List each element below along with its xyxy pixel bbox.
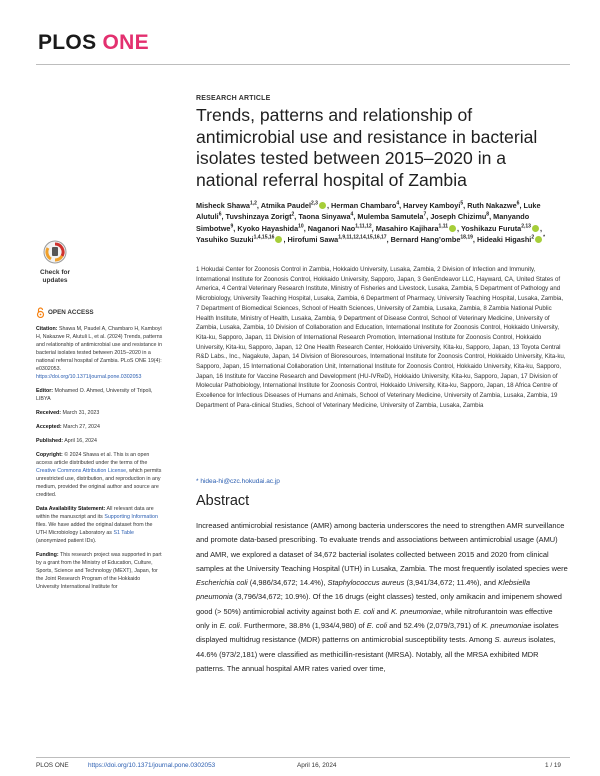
- author-name: Joseph Chizimu: [430, 212, 487, 222]
- data-availability-text-1: All relevant data are within the manuscript and its: [36, 506, 154, 520]
- abstract-text: and: [374, 606, 391, 616]
- published: [36, 437, 164, 445]
- corresponding-marker: *: [543, 234, 546, 241]
- page-number: 1 / 19: [545, 762, 561, 769]
- editor-text: Mohamed O. Ahmed, University of Tripoli, LIBYA: [36, 388, 153, 402]
- author-name: Manyando Simbotwe: [196, 212, 530, 233]
- accepted: [36, 423, 164, 431]
- author[interactable]: [226, 212, 295, 221]
- author[interactable]: [298, 212, 353, 221]
- author-name: Herman Chambaro: [331, 201, 397, 210]
- funding-text: This research project was supported in part by a grant from the Ministry of Education, Culture, Sports, Science and Technology (MEXT), Japan, for the Joint Research Program of the Hokkaido University International Institute for: [36, 552, 162, 590]
- abstract-text: . Furthermore, 38.8% (1,934/4,980) of: [239, 621, 367, 631]
- abstract-text: isolates, 44.6% (973/2,181) were classified as methicillin-resistant (MRSA). Notably, all the MRSA exhibited MDR patterns. The annual hospital AMR rates varied over time,: [196, 635, 556, 673]
- author-list: Misheck Shawa$^{1,2}$, Atmika Paudel$^{2,3}$ , Herman Chambaro$^4$, Harvey Kamboyi$^5$, Ruth Nakazwe$^6$, Luke Alutuli$^6$, Tuvshinzaya Zorigt$^2$, Taona Sinyawa$^4$, Mulemba Samutela$^7$, Joseph Chizimu$^8$, Manyando Simbotwe$^9$, Kyoko Hayashida$^{10}$, Naganori Nao$^{1,11,12}$, Masahiro Kajihara$^{1,11}$ , Yoshikazu Furuta$^{2,13}$ , Yasuhiko Suzuki$^{1,4,15,16}$ , Hirofumi Sawa$^{1,9,11,12,14,15,16,17}$, Bernard Hang’ombe$^{18,19}$, Hideaki Higashi$^2$ *: [196, 200, 546, 244]
- funding: [36, 551, 164, 591]
- abstract-text: (3,941/34,672; 11.4%), and: [404, 578, 499, 588]
- author[interactable]: [196, 235, 283, 244]
- footer-divider: [36, 757, 570, 758]
- author-name: Yasuhiko Suzuki: [196, 234, 254, 244]
- author-name: Misheck Shawa: [196, 201, 250, 210]
- open-access-lock-icon: [36, 307, 45, 318]
- data-availability-text-3: (anonymized patient IDs).: [36, 538, 97, 544]
- citation-label: Citation:: [36, 326, 58, 332]
- orcid-icon[interactable]: [449, 225, 456, 232]
- copyright-text-1: © 2024 Shawa et al. This is an open access article distributed under the terms of the: [36, 452, 150, 466]
- published-date: April 16, 2024: [63, 438, 97, 444]
- species-name: Staphylococcus aureus: [327, 578, 405, 588]
- accepted-date: March 27, 2024: [61, 424, 100, 430]
- check-updates-line2: updates: [42, 277, 68, 284]
- author-affiliation-marker: 4: [396, 200, 400, 207]
- author-affiliation-marker: 7: [423, 211, 427, 218]
- abstract-text: isolates displayed multidrug resistance (MDR) patterns on antimicrobial susceptibility tests. Among: [196, 621, 559, 645]
- author-affiliation-marker: 1,11,12: [355, 223, 372, 230]
- author-name: Kyoko Hayashida: [237, 223, 299, 233]
- species-name: Escherichia coli: [196, 578, 248, 588]
- author-affiliation-marker: 2,13: [521, 223, 531, 230]
- check-updates-line1: Check for: [40, 269, 70, 276]
- author-affiliation-marker: 1,9,11,12,14,15,16,17: [338, 234, 387, 241]
- author-affiliation-marker: 6: [218, 211, 222, 218]
- abstract-text: (3,796/34,672; 10.9%). Of the 16 drugs (eight classes) tested, only amikacin and imipenem showed good (> 50%) antimicrobial activity against both: [196, 592, 562, 616]
- editor-label: Editor:: [36, 388, 54, 394]
- logo-plos: PLOS: [38, 31, 97, 54]
- abstract-text: Increased antimicrobial resistance (AMR) among bacteria underscores the need to strengthen AMR surveillance and promote data-based prescribing. To evaluate trends and associations between antimicrobial usage (AMU) and AMR, we explored a dataset of 34,672 bacterial isolates collected between 2015 and 2020 from clinical samples at the University Teaching Hospital (UTH) in Lusaka, Zambia. The most frequently isolated species were: [196, 521, 568, 573]
- author[interactable]: [308, 224, 372, 233]
- abstract-heading: Abstract: [196, 493, 250, 509]
- citation-text: Shawa M, Paudel A, Chambaro H, Kamboyi H, Nakazwe R, Alutuli L, et al. (2024) Trends, patterns and relationship of antimicrobial use and resistance in bacterial isolates tested between 2015–2020 in a national referral hospital of Zambia. PLoS ONE 19(4): e0302053.: [36, 326, 163, 372]
- funding-label: Funding:: [36, 552, 59, 558]
- data-availability-label: Data Availability Statement:: [36, 506, 106, 512]
- received-label: Received:: [36, 410, 62, 416]
- data-availability: [36, 505, 164, 545]
- author[interactable]: [288, 235, 387, 244]
- copyright-text-2: , which permits unrestricted use, distribution, and reproduction in any medium, provided the original author and source are credited.: [36, 468, 162, 498]
- journal-logo: [38, 31, 149, 55]
- footer-doi-link[interactable]: https://doi.org/10.1371/journal.pone.0302053: [88, 762, 216, 769]
- orcid-icon[interactable]: [275, 236, 282, 243]
- article-title: Trends, patterns and relationship of antimicrobial use and resistance in bacterial isolates tested between 2015–2020 in a national referral hospital of Zambia: [196, 105, 538, 190]
- s1-table-link[interactable]: S1 Table: [113, 530, 134, 536]
- accepted-label: Accepted:: [36, 424, 62, 430]
- header-divider: [36, 64, 570, 65]
- author[interactable]: [430, 212, 489, 221]
- author-name: Naganori Nao: [307, 223, 356, 233]
- author[interactable]: [376, 224, 457, 233]
- copyright-label: Copyright:: [36, 452, 63, 458]
- author-name: Yoshikazu Furuta: [460, 223, 522, 233]
- author[interactable]: [391, 235, 473, 244]
- author-name: Harvey Kamboyi: [403, 201, 461, 210]
- data-availability-text-2: files. We have added the original dataset from the UTH Microbiology Laboratory as: [36, 522, 153, 536]
- author-affiliation-marker: 9: [230, 223, 234, 230]
- author-name: Ruth Nakazwe: [467, 201, 517, 210]
- author-affiliation-marker: 8: [486, 211, 490, 218]
- editor: [36, 387, 164, 403]
- affiliations: 1 Hokudai Center for Zoonosis Control in Zambia, Hokkaido University, Lusaka, Zambia, 2 Division of Infection and Immunity, International Institute for Zoonosis Control, Hokkaido University, Sapporo, Japan, 3 GenEndeavor LLC, Hayward, CA, United States of America, 4 Central Veterinary Research Institute, Ministry of Fisheries and Livestock, Lusaka, Zambia, 5 Department of Pathology and Microbiology, University Teaching Hospital, Lusaka, Zambia, 6 Department of Pharmacy, University Teaching Hospital, Lusaka, Zambia, 7 Department of Biomedical Sciences, School of Health Sciences, University of Zambia, Lusaka, Zambia, 8 Zambia National Public Health Institute, Ministry of Health, Lusaka, Zambia, 9 Department of Disease Control, School of Veterinary Medicine, University of Zambia, Lusaka, Zambia, 10 Division of Collaboration and Education, International Institute for Zoonosis Control, Hokkaido University, Kita-ku, Sapporo, Japan, 11 Division of International Research Promotion, International Institute for Zoonosis Control, Hokkaido University, Kita-ku, Sapporo, Japan, 12 One Health Research Center, Hokkaido University, Kita-ku, Sapporo, Japan, 13 Toyota Central R&D Labs., Inc., Nagakute, Japan, 14 Division of Bioresources, International Institute for Zoonosis Control, Hokkaido University, Kita-ku, Sapporo, Japan, 15 International Collaboration Unit, International Institute for Zoonosis Control, Hokkaido University, Kita-ku, Sapporo, Japan, 16 Institute for Vaccine Research and Development (HU-IVReD), Hokkaido University, Kita-ku, Sapporo, Japan, 17 Division of Molecular Pathobiology, International Institute for Zoonosis Control, Hokkaido University, Kita-ku, Sapporo, Japan, 18 Africa Centre of Excellence for Infectious Diseases of Humans and Animals, School of Veterinary Medicine, University of Zambia, Lusaka, Zambia, 19 Department of Para-clinical Studies, School of Veterinary Medicine, University of Zambia, Lusaka, Zambia: [196, 266, 566, 409]
- article-type: RESEARCH ARTICLE: [196, 95, 271, 102]
- author[interactable]: [237, 224, 303, 233]
- author-name: Tuvshinzaya Zorigt: [225, 212, 292, 222]
- species-name: E. coli: [354, 606, 375, 616]
- abstract-text: (4,986/34,672; 14.4%),: [247, 578, 328, 588]
- received: [36, 409, 164, 417]
- author[interactable]: [467, 201, 519, 210]
- author-name: Mulemba Samutela: [357, 212, 424, 222]
- supporting-info-link[interactable]: Supporting Information: [104, 514, 158, 520]
- corresponding-email[interactable]: * hidea-hi@czc.hokudai.ac.jp: [196, 478, 280, 485]
- abstract-text: , while nitrofurantoin was effective only in: [196, 606, 553, 631]
- species-name: Klebsiella pneumonia: [196, 578, 530, 602]
- author-affiliation-marker: 1,2: [249, 200, 257, 207]
- author[interactable]: [196, 201, 257, 210]
- author-affiliation-marker: 4: [350, 211, 354, 218]
- species-name: E. coli: [219, 621, 240, 631]
- author-affiliation-marker: 1,11: [438, 223, 449, 230]
- orcid-icon[interactable]: [532, 225, 539, 232]
- author-affiliation-marker: 2: [291, 211, 295, 218]
- species-name: S. aureus: [494, 635, 527, 645]
- abstract-text: and 52.4% (2,079/3,791) of: [387, 621, 482, 631]
- cc-license-link[interactable]: Creative Commons Attribution License: [36, 468, 127, 474]
- species-name: K. pneumoniae: [390, 606, 441, 616]
- logo-one: ONE: [102, 31, 149, 54]
- author-affiliation-marker: 10: [298, 223, 304, 230]
- author-name: Masahiro Kajihara: [375, 223, 439, 233]
- species-name: K. pneumoniae: [481, 621, 532, 631]
- footer-journal: PLOS ONE: [36, 762, 69, 769]
- author[interactable]: [403, 201, 463, 210]
- author-name: Atmika Paudel: [260, 201, 311, 210]
- footer-date: April 16, 2024: [297, 762, 337, 769]
- author-name: Hirofumi Sawa: [287, 234, 339, 244]
- author-affiliation-marker: 2: [531, 234, 535, 241]
- received-date: March 31, 2023: [61, 410, 100, 416]
- orcid-icon[interactable]: [319, 202, 326, 209]
- author[interactable]: [357, 212, 426, 221]
- citation: [36, 325, 164, 381]
- orcid-icon[interactable]: [535, 236, 542, 243]
- author[interactable]: [261, 201, 327, 210]
- species-name: E. coli: [366, 621, 388, 631]
- author[interactable]: [461, 224, 540, 233]
- open-access-label: OPEN ACCESS: [48, 309, 94, 316]
- published-label: Published:: [36, 438, 64, 444]
- copyright: [36, 451, 164, 499]
- author-affiliation-marker: 18,19: [460, 234, 473, 241]
- author-affiliation-marker: 2,3: [311, 200, 318, 207]
- article-sidebar: [36, 325, 164, 597]
- author-name: Hideaki Higashi: [476, 234, 532, 244]
- author-affiliation-marker: 6: [516, 200, 520, 207]
- check-for-updates-badge[interactable]: [36, 239, 74, 288]
- author[interactable]: [331, 201, 399, 210]
- citation-doi-link[interactable]: https://doi.org/10.1371/journal.pone.0302053: [36, 374, 142, 380]
- author-name: Luke Alutuli: [196, 201, 541, 222]
- author-name: Taona Sinyawa: [298, 212, 351, 222]
- author-affiliation-marker: 5: [460, 200, 464, 207]
- author[interactable]: [477, 235, 545, 244]
- abstract-body: [196, 519, 568, 676]
- author-affiliation-marker: 1,4,15,16: [253, 234, 275, 241]
- author-name: Bernard Hang’ombe: [390, 234, 461, 244]
